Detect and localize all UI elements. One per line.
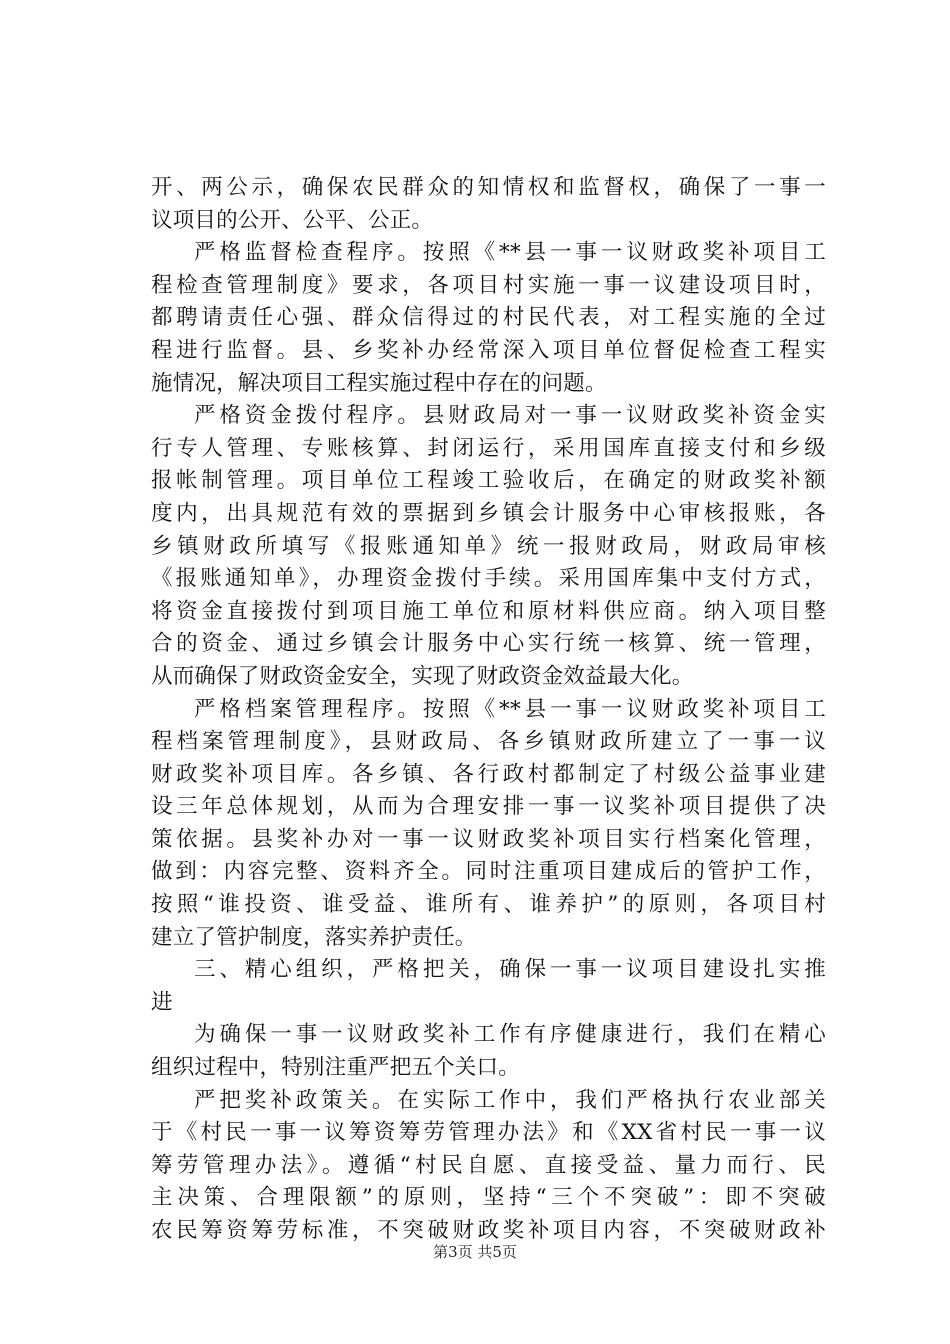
document-body	[151, 172, 826, 1248]
page-footer: 第3页 共5页	[433, 1243, 517, 1261]
text-line: 程进行监督。县、乡奖补办经常深入项目单位督促检查工程实	[151, 337, 826, 363]
text-line: 严格资金拨付程序。县财政局对一事一议财政奖补资金实	[194, 403, 826, 429]
text-line: 三、精心组织，严格把关，确保一事一议项目建设扎实推	[194, 957, 826, 983]
text-line: 从而确保了财政资金安全，实现了财政资金效益最大化。	[151, 663, 694, 689]
text-line: 行专人管理、专账核算、封闭运行，采用国库直接支付和乡级	[151, 435, 826, 461]
text-line: 程档案管理制度》，县财政局、各乡镇财政所建立了一事一议	[151, 729, 826, 755]
text-line: 为确保一事一议财政奖补工作有序健康进行，我们在精心	[194, 1022, 826, 1048]
text-line: 程检查管理制度》要求，各项目村实施一事一议建设项目时，	[151, 272, 826, 298]
text-line: 筹劳管理办法》。遵循“村民自愿、直接受益、量力而行、民	[151, 1152, 826, 1178]
text-line: 组织过程中，特别注重严把五个关口。	[151, 1055, 520, 1081]
text-line: 开、两公示，确保农民群众的知情权和监督权，确保了一事一	[151, 175, 826, 200]
text-line: 乡镇财政所填写《报账通知单》统一报财政局，财政局审核	[151, 533, 826, 559]
text-line: 农民筹资筹劳标准，不突破财政奖补项目内容，不突破财政补	[151, 1218, 826, 1243]
text-line: 《报账通知单》，办理资金拨付手续。采用国库集中支付方式，	[151, 566, 826, 592]
text-line: 按照“谁投资、谁受益、谁所有、谁养护”的原则，各项目村	[151, 892, 826, 918]
text-line: 严把奖补政策关。在实际工作中，我们严格执行农业部关	[194, 1087, 826, 1113]
text-line: 建立了管护制度，落实养护责任。	[151, 924, 477, 950]
text-line: 主决策、合理限额”的原则，坚持“三个不突破”：即不突破	[151, 1185, 826, 1211]
text-line: 财政奖补项目库。各乡镇、各行政村都制定了村级公益事业建	[151, 761, 826, 787]
text-line: 严格档案管理程序。按照《**县一事一议财政奖补项目工	[194, 696, 826, 722]
text-line: 报帐制管理。项目单位工程竣工验收后，在确定的财政奖补额	[151, 468, 826, 494]
text-line: 于《村民一事一议筹资筹劳管理办法》和《XX省村民一事一议	[151, 1120, 826, 1146]
text-line: 都聘请责任心强、群众信得过的村民代表，对工程实施的全过	[151, 305, 826, 331]
text-line: 议项目的公开、公平、公正。	[151, 207, 434, 233]
text-line: 将资金直接拨付到项目施工单位和原材料供应商。纳入项目整	[151, 598, 826, 624]
text-line: 施情况，解决项目工程实施过程中存在的问题。	[151, 370, 607, 396]
text-line: 严格监督检查程序。按照《**县一事一议财政奖补项目工	[194, 240, 826, 266]
text-line: 策依据。县奖补办对一事一议财政奖补项目实行档案化管理，	[151, 826, 826, 852]
text-line: 合的资金、通过乡镇会计服务中心实行统一核算、统一管理，	[151, 631, 826, 657]
text-line: 做到：内容完整、资料齐全。同时注重项目建成后的管护工作，	[151, 859, 826, 885]
text-line: 度内，出具规范有效的票据到乡镇会计服务中心审核报账，各	[151, 500, 826, 526]
text-line: 进	[151, 989, 173, 1015]
text-line: 设三年总体规划，从而为合理安排一事一议奖补项目提供了决	[151, 794, 826, 820]
